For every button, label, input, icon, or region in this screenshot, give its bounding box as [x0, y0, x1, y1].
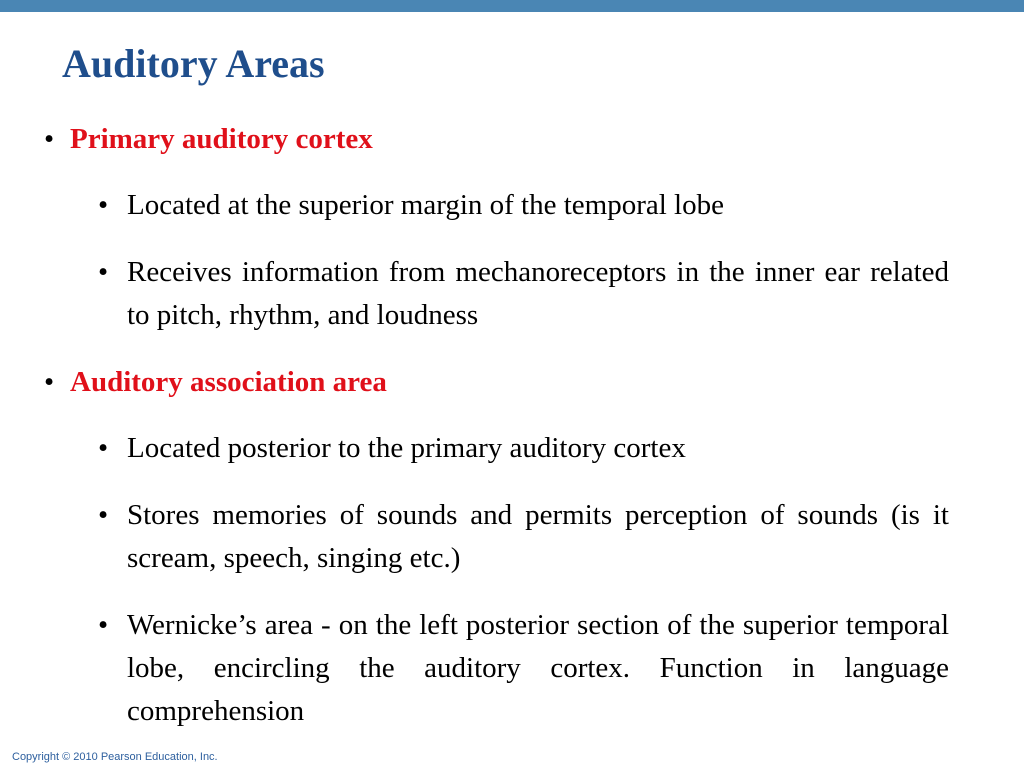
list-item-text: Located posterior to the primary auditory cortex: [127, 432, 686, 464]
bullet-icon: •: [44, 366, 55, 398]
list-item: [98, 604, 949, 733]
list-item: [98, 251, 949, 337]
bullet-icon: •: [98, 609, 109, 641]
copyright-footer: Copyright © 2010 Pearson Education, Inc.: [12, 751, 218, 763]
list-item-text: Receives information from mechanoreceptors in the inner ear related to pitch, rhythm, and loudness: [127, 256, 949, 331]
list-item: [98, 184, 949, 227]
list-item-text: Stores memories of sounds and permits perception of sounds (is it scream, speech, singing etc.): [127, 499, 949, 574]
list-item: [98, 427, 949, 470]
section-heading-auditory-association-area: [44, 361, 944, 404]
bullet-icon: •: [98, 256, 109, 288]
slide-title: Auditory Areas: [62, 41, 325, 86]
bullet-icon: •: [44, 123, 55, 155]
list-item-text: Wernicke’s area - on the left posterior section of the superior temporal lobe, encircling the auditory cortex. Function in language comprehension: [127, 609, 949, 727]
section-heading-text: Auditory association area: [70, 366, 387, 398]
section-heading-primary-auditory-cortex: [44, 118, 944, 161]
bullet-icon: •: [98, 499, 109, 531]
section-heading-text: Primary auditory cortex: [70, 123, 373, 155]
bullet-icon: •: [98, 189, 109, 221]
list-item: [98, 494, 949, 580]
bullet-icon: •: [98, 432, 109, 464]
list-item-text: Located at the superior margin of the temporal lobe: [127, 189, 724, 221]
